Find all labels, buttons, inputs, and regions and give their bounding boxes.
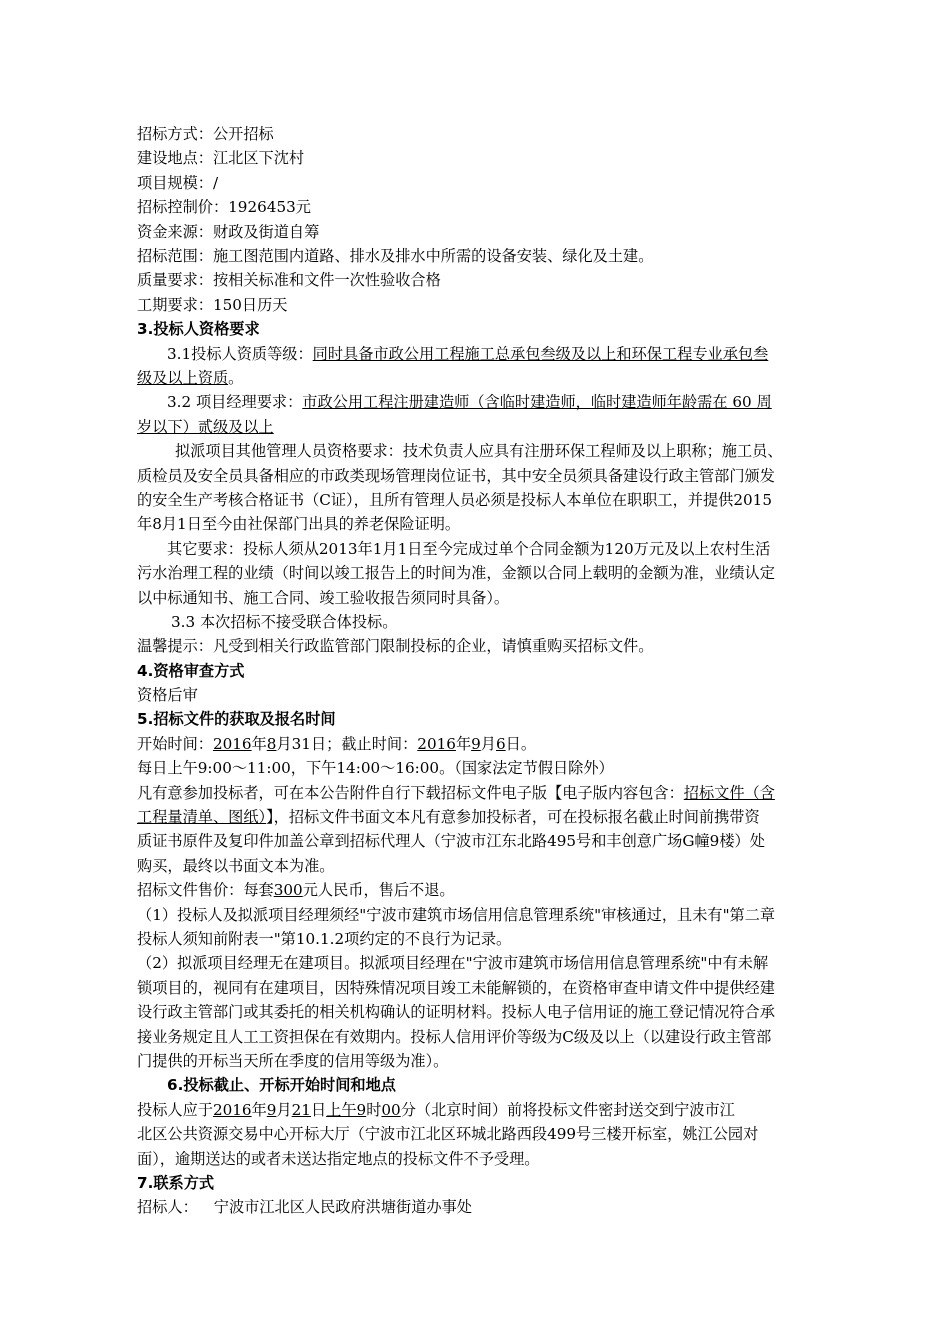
section-7-heading: 7.联系方式 bbox=[137, 1174, 215, 1193]
post-qualification: 资格后审 bbox=[137, 686, 198, 705]
office-hours: 每日上午9:00～11:00，下午14:00～16:00。（国家法定节假日除外） bbox=[137, 759, 614, 778]
other-requirement: 其它要求：投标人须从2013年1月1日至今完成过单个合同金额为120万元及以上农村生活 bbox=[167, 539, 771, 558]
tenderer: 招标人： 宁波市江北区人民政府洪塘街道办事处 bbox=[137, 1198, 472, 1217]
section-4-heading: 4.资格审查方式 bbox=[137, 661, 245, 680]
section-5-heading: 5.招标文件的获取及报名时间 bbox=[137, 710, 336, 729]
funding-source: 资金来源：财政及街道自筹 bbox=[137, 222, 320, 241]
quality-requirement: 质量要求：按相关标准和文件一次性验收合格 bbox=[137, 271, 441, 290]
section-3-heading: 3.投标人资格要求 bbox=[137, 320, 260, 339]
registration-period: 开始时间：2016年8月31日；截止时间：2016年9月6日。 bbox=[137, 734, 537, 753]
tender-scope: 招标范围：施工图范围内道路、排水及排水中所需的设备安装、绿化及土建。 bbox=[137, 246, 654, 265]
condition-2: （2）拟派项目经理无在建项目。拟派项目经理在"宁波市建筑市场信用信息管理系统"中有未解 bbox=[137, 954, 769, 973]
no-joint-bid: 3.3 本次招标不接受联合体投标。 bbox=[171, 612, 398, 631]
project-scale: 项目规模：/ bbox=[137, 173, 219, 192]
tender-document-link[interactable]: 招标文件（含 bbox=[683, 783, 775, 802]
tender-method: 招标方式：公开招标 bbox=[137, 125, 274, 143]
document-price: 招标文件售价：每套300元人民币，售后不退。 bbox=[137, 881, 455, 900]
duration-requirement: 工期要求：150日历天 bbox=[137, 295, 288, 314]
control-price: 招标控制价：1926453元 bbox=[137, 198, 311, 217]
download-notice: 凡有意参加投标者，可在本公告附件自行下载招标文件电子版【电子版内容包含：招标文件（含 bbox=[137, 783, 775, 802]
qualification-level: 3.1投标人资质等级：同时具备市政公用工程施工总承包叁级及以上和环保工程专业承包叁 bbox=[167, 344, 769, 363]
manager-requirement: 3.2 项目经理要求：市政公用工程注册建造师（含临时建造师，临时建造师年龄需在 60 周 bbox=[167, 393, 772, 412]
other-management-requirement: 拟派项目其他管理人员资格要求：技术负责人应具有注册环保工程师及以上职称；施工员、 bbox=[175, 442, 783, 461]
document-body: 招标方式：公开招标 建设地点：江北区下沈村 项目规模：/ 招标控制价：1926453元 资金来源：财政及街道自筹 招标范围：施工图范围内道路、排水及排水中所需的设备安装、绿化及土建。 质量要求：按相关标准和文件一次性验收合格 工期要求：150日历天 3.投标人资格要求 3.1投标人资质等级：同时具备市政公用工程施工总承包叁级及以上和环保工程专业承包叁 级及以上资质。 3.2 项目经理要求：市政公用工程注册建造师（含临时建造师，临时建造师年龄需在 60 周 岁以下）贰级及以上 拟派项目其他管理人员资格要求：技术负责人应具有注册环保工程师及以上职称；施工员、 质检员及安全员具备相应的市政类现场管理岗位证书，其中安全员须具备建设行政主管部门颁发 的安全生产考核合格证书（C证），且所有管理人员必须是投标人本单位在职职工，并提供2015 年8月1日至今由社保部门出具的养老保险证明。 其它要求：投标人须从2013年1月1日至今完成过单个合同金额为120万元及以上农村生活 污水治理工程的业绩（时间以竣工报告上的时间为准，金额以合同上载明的金额为准，业绩认定 以中标通知书、施工合同、竣工验收报告须同时具备）。 3.3 本次招标不接受联合体投标。 温馨提示：凡受到相关行政监管部门限制投标的企业，请慎重购买招标文件。 4.资格审查方式 资格后审 5.招标文件的获取及报名时间 开始时间：2016年8月31日；截止时间：2016年9月6日。 每日上午9:00～11:00，下午14:00～16:00。（国家法定节假日除外） 凡有意参加投标者，可在本公告附件自行下载招标文件电子版【电子版内容包含：招标文件（含 工程量清单、图纸）】，招标文件书面文本凡有意参加投标者，可在投标报名截止时间前携带资 质证书原件及复印件加盖公章到招标代理人（宁波市江东北路495号和丰创意广场G幢9楼）处 购买，最终以书面文本为准。 招标文件售价：每套300元人民币，售后不退。 （1）投标人及拟派项目经理须经"宁波市建筑市场信用信息管理系统"审核通过，且未有"第二章 投标人须知前附表一"第10.1.2项约定的不良行为记录。 （2）拟派项目经理无在建项目。拟派项目经理在"宁波市建筑市场信用信息管理系统"中有未解 锁项目的，视同有在建项目，因特殊情况项目竣工未能解锁的，在资格审查申请文件中提供经建 设行政主管部门或其委托的相关机构确认的证明材料。投标人电子信用证的施工登记情况符合承 接业务规定且人工工资担保在有效期内。投标人信用评价等级为C级及以上（以建设行政主管部 门提供的开标当天所在季度的信用等级为准）。 6.投标截止、开标开始时间和地点 投标人应于2016年9月21日上午9时00分（北京时间）前将投标文件密封送交到宁波市江 北区公共资源交易中心开标大厅（宁波市江北区环城北路西段499号三楼开标室，姚江公园对 面），逾期送达的或者未送达指定地点的投标文件不予受理。 7.联系方式 招标人： 宁波市江北区人民政府洪塘街道办事处 bbox=[137, 122, 849, 1220]
bid-deadline: 投标人应于2016年9月21日上午9时00分（北京时间）前将投标文件密封送交到宁波市江 bbox=[137, 1100, 735, 1119]
warm-tip: 温馨提示：凡受到相关行政监管部门限制投标的企业，请慎重购买招标文件。 bbox=[137, 637, 654, 656]
construction-location: 建设地点：江北区下沈村 bbox=[137, 149, 305, 168]
condition-1: （1）投标人及拟派项目经理须经"宁波市建筑市场信用信息管理系统"审核通过，且未有"第二章 bbox=[137, 905, 776, 924]
section-6-heading: 6.投标截止、开标开始时间和地点 bbox=[167, 1076, 396, 1095]
